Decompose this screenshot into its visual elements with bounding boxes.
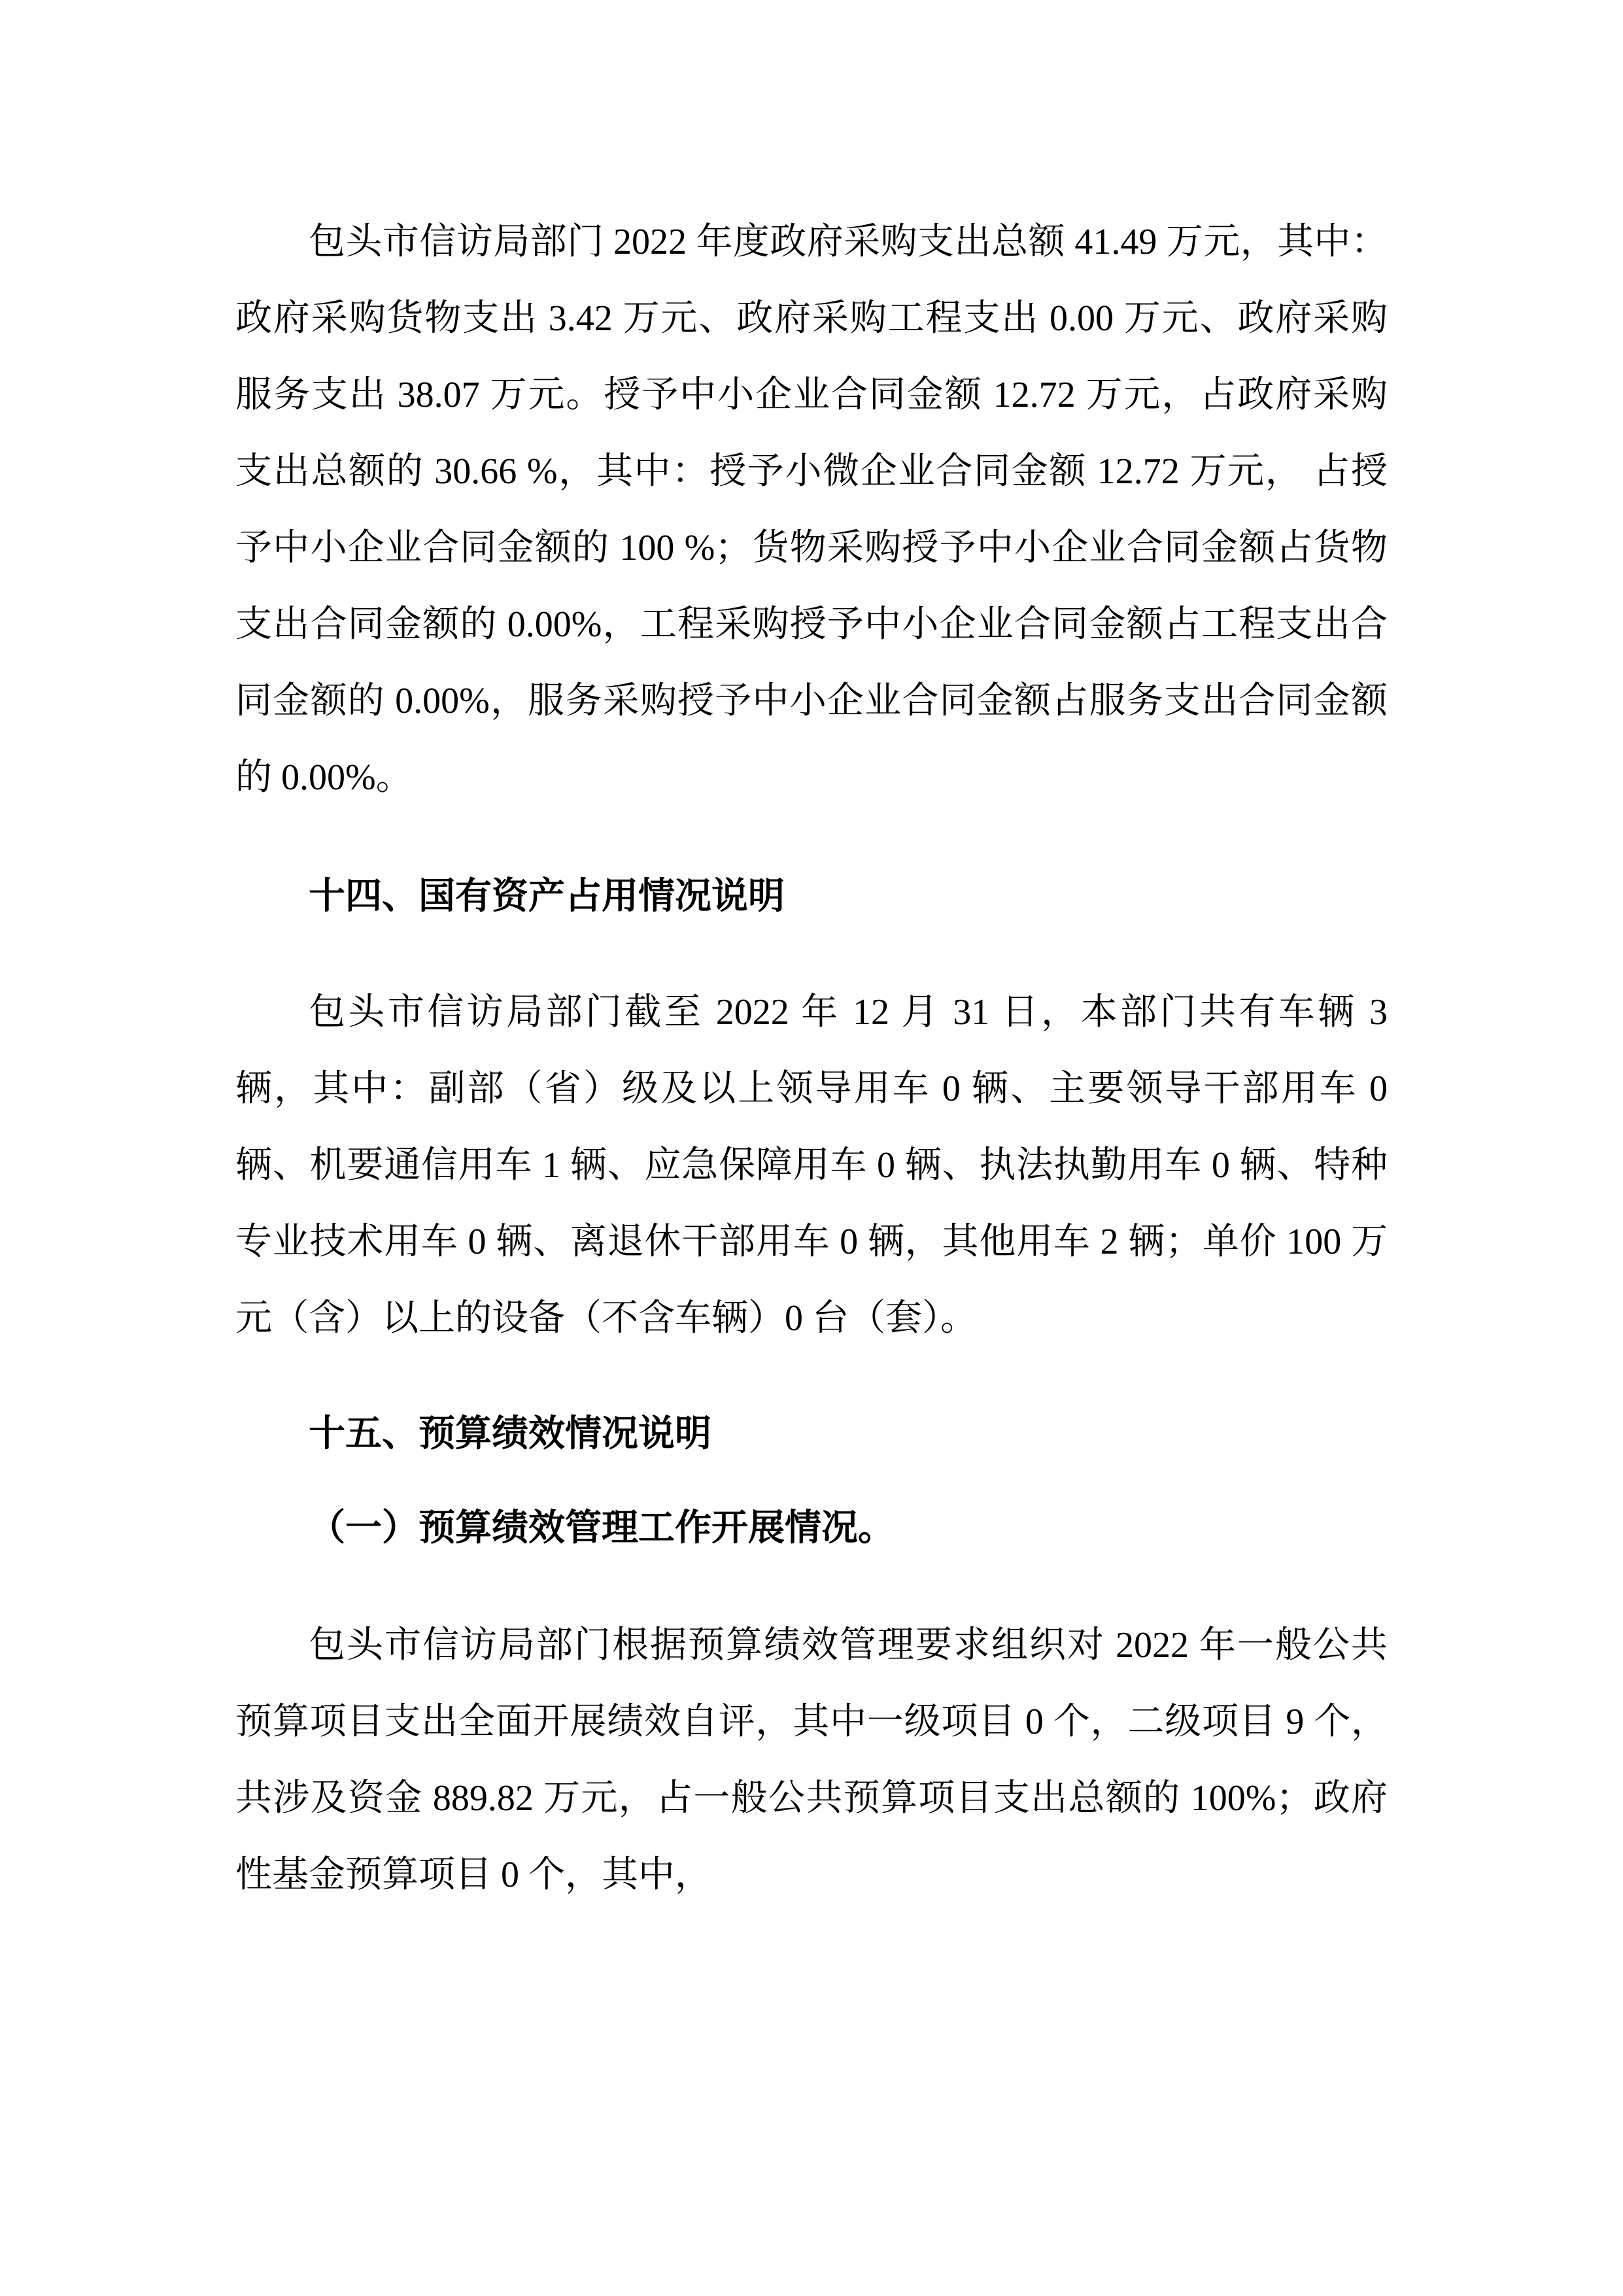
- heading-budget-performance: 十五、预算绩效情况说明: [309, 1413, 711, 1454]
- heading-state-owned-assets: 十四、国有资产占用情况说明: [309, 875, 785, 916]
- subheading-performance-management-work: （一）预算绩效管理工作开展情况。: [309, 1508, 895, 1549]
- document-text-block: [235, 0, 1388, 1913]
- paragraph-government-procurement: 包头市信访局部门 2022 年度政府采购支出总额 41.49 万元，其中：政府采购货物支出 3.42 万元、政府采购工程支出 0.00 万元、政府采购服务支出 38.07 万元。授予中小企业合同金额 12.72 万元，占政府采购支出总额的 30.66 %，其中：授予小微企业合同金额 12.72 万元， 占授予中小企业合同金额的 100 %；货物采购授予中小企业合同金额占货物支出合同金额的 0.00%，工程采购授予中小企业合同金额占工程支出合同金额的 0.00%，服务采购授予中小企业合同金额占服务支出合同金额的 0.00%。: [235, 222, 1388, 798]
- paragraph-performance-self-evaluation: 包头市信访局部门根据预算绩效管理要求组织对 2022 年一般公共预算项目支出全面开展绩效自评，其中一级项目 0 个，二级项目 9 个，共涉及资金 889.82 万元，占一般公共预算项目支出总额的 100%；政府性基金预算项目 0 个，其中，: [235, 1625, 1388, 1895]
- paragraph-state-owned-assets: 包头市信访局部门截至 2022 年 12 月 31 日，本部门共有车辆 3 辆，其中：副部（省）级及以上领导用车 0 辆、主要领导干部用车 0 辆、机要通信用车 1 辆、应急保障用车 0 辆、执法执勤用车 0 辆、特种专业技术用车 0 辆、离退休干部用车 0 辆，其他用车 2 辆；单价 100 万元（含）以上的设备（不含车辆）0 台（套）。: [235, 992, 1388, 1339]
